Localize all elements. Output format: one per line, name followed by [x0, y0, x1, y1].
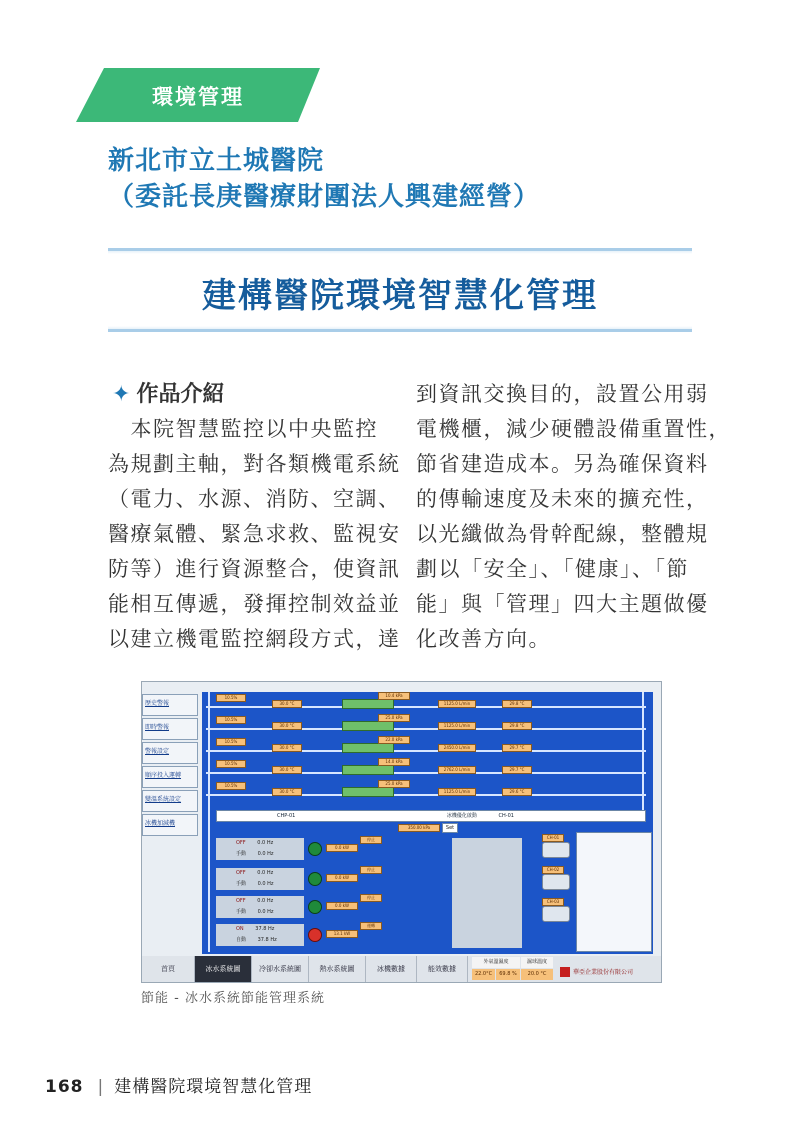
chiller-icon[interactable]	[542, 906, 570, 922]
wet-bulb-header: 濕球溫度	[521, 957, 553, 968]
temp-tag: 30.0 °C	[272, 788, 302, 796]
pump-mode: 手動	[236, 881, 247, 887]
set-button[interactable]: Set	[442, 823, 458, 833]
category-label: 環境管理	[152, 85, 244, 109]
kpa-tag: 25.0 kPa	[378, 714, 410, 722]
body-line: 能相互傳遞，發揮控制效益並	[108, 592, 401, 616]
chiller-icon[interactable]	[542, 842, 570, 858]
nav-efficiency-data[interactable]: 能效數據	[417, 956, 468, 982]
chiller-stats-panel	[576, 832, 652, 952]
pump-mode: 自動	[236, 937, 247, 943]
pump-state: OFF	[236, 898, 246, 904]
body-line: 為規劃主軸，對各類機電系統	[108, 452, 401, 476]
pump-icon[interactable]	[308, 900, 322, 914]
out-temp-tag: 29.7 °C	[502, 766, 532, 774]
out-temp-tag: 29.6 °C	[502, 788, 532, 796]
pump-icon[interactable]	[308, 842, 322, 856]
outdoor-temp-value: 22.0°C	[472, 969, 495, 980]
side-menu-item[interactable]: 冰機加減機	[142, 814, 198, 836]
temp-tag: 30.0 °C	[272, 766, 302, 774]
lmin-tag: 1125.0 L/min	[438, 700, 476, 708]
pump-state: OFF	[236, 840, 246, 846]
tower-label	[342, 699, 394, 709]
body-line: 醫療氣體、緊急求救、監視安	[108, 522, 401, 546]
pump-mode: 手動	[236, 909, 247, 915]
chiller-icon[interactable]	[542, 874, 570, 890]
lmin-tag: 2762.0 L/min	[438, 766, 476, 774]
pump-pv: 37.8 Hz	[255, 926, 275, 932]
company-logo-icon	[560, 967, 570, 977]
pump-run: 停止	[360, 894, 382, 902]
pump-run: 停止	[360, 836, 382, 844]
body-line: 節省建造成本。另為確保資料	[416, 452, 709, 476]
out-temp-tag: 29.8 °C	[502, 700, 532, 708]
page-number: 168	[45, 1077, 84, 1097]
nav-chiller-data[interactable]: 冰機數據	[366, 956, 417, 982]
pump-sv: 0.0 Hz	[257, 851, 274, 857]
body-line: 化改善方向。	[416, 627, 551, 651]
bottom-nav	[142, 956, 661, 982]
pump-kw: 0.0 kW	[326, 874, 358, 882]
temp-tag: 30.0 °C	[272, 722, 302, 730]
body-line: 劃以「安全」、「健康」、「節	[416, 557, 689, 581]
pump-pv: 0.0 Hz	[257, 870, 274, 876]
company-brand	[560, 961, 633, 982]
control-strip	[216, 810, 646, 822]
pipe	[642, 692, 644, 812]
ch-label: CH-01	[498, 813, 514, 819]
section-heading	[112, 377, 224, 408]
page-footer	[45, 1072, 312, 1097]
chiller-label: CH-03	[542, 898, 564, 906]
out-temp-tag: 29.8 °C	[502, 722, 532, 730]
tower-label	[342, 787, 394, 797]
category-tab	[76, 68, 320, 122]
pump-pv: 0.0 Hz	[257, 898, 274, 904]
tower-label	[342, 721, 394, 731]
nav-cooling-water[interactable]: 冷卻水系統圖	[252, 956, 309, 982]
body-line: 能」與「管理」四大主題做優	[416, 592, 709, 616]
body-line: 以建立機電監控網段方式，達	[108, 627, 401, 651]
pump-kw: 13.1 kW	[326, 930, 358, 938]
pump-sv: 0.0 Hz	[257, 881, 274, 887]
pump-kw: 0.0 kW	[326, 902, 358, 910]
chiller-label: CH-02	[542, 866, 564, 874]
title-band	[108, 248, 692, 332]
kpa-tag: 22.0 kPa	[378, 736, 410, 744]
side-menu-item[interactable]: 即時警報	[142, 718, 198, 740]
nav-hot-water[interactable]: 熱水系統圖	[309, 956, 366, 982]
pump-state: OFF	[236, 870, 246, 876]
flow-tag: 10.5%	[216, 782, 246, 790]
hospital-subtitle: （委託長庚醫療財團法人興建經營）	[108, 182, 541, 212]
body-line: （電力、水源、消防、空調、	[108, 487, 401, 511]
body-line: 本院智慧監控以中央監控	[108, 417, 378, 441]
section-title: 作品介紹	[136, 382, 225, 407]
tower-label	[342, 743, 394, 753]
body-line: 防等）進行資源整合，使資訊	[108, 557, 401, 581]
out-temp-tag: 29.7 °C	[502, 744, 532, 752]
title-rule-bottom	[108, 329, 692, 332]
pump-icon[interactable]	[308, 928, 322, 942]
setpoint-tag[interactable]: 350.00 kPa	[398, 824, 440, 832]
pump-run: 停止	[360, 866, 382, 874]
body-column-left	[108, 412, 401, 657]
pump-kw: 0.0 kW	[326, 844, 358, 852]
pump-sv: 37.8 Hz	[257, 937, 277, 943]
flow-tag: 10.5%	[216, 738, 246, 746]
chp-label: CHP-01	[277, 813, 296, 819]
nav-chilled-water[interactable]: 冰水系統圖	[195, 956, 252, 982]
controller-label: 冰機優化啟動	[446, 813, 477, 819]
nav-home[interactable]: 首頁	[142, 956, 195, 982]
body-line: 的傳輸速度及未來的擴充性，	[416, 487, 709, 511]
pump-state: ON	[236, 926, 244, 932]
pump-panel	[216, 924, 304, 946]
tower-label	[342, 765, 394, 775]
pump-icon[interactable]	[308, 872, 322, 886]
temp-tag: 30.0 °C	[272, 700, 302, 708]
pump-panel	[216, 868, 304, 890]
outdoor-humidity-value: 69.8 %	[496, 969, 520, 980]
figure-caption: 節能 - 冰水系統節能管理系統	[141, 991, 325, 1006]
page-title: 建構醫院環境智慧化管理	[202, 276, 598, 316]
system-screenshot	[141, 681, 662, 983]
footer-separator: |	[97, 1077, 105, 1097]
side-menu	[142, 694, 198, 838]
wet-bulb-value: 20.0 °C	[521, 969, 553, 980]
lmin-tag: 1125.0 L/min	[438, 722, 476, 730]
side-menu-item[interactable]: 歷史警報	[142, 694, 198, 716]
chiller-group	[452, 838, 522, 948]
pipe	[208, 692, 210, 952]
pump-sv: 0.0 Hz	[257, 909, 274, 915]
body-column-right	[416, 377, 731, 657]
temp-tag: 30.0 °C	[272, 744, 302, 752]
pump-panel	[216, 838, 304, 860]
side-menu-item[interactable]: 變溫系統設定	[142, 790, 198, 812]
kpa-tag: 25.0 kPa	[378, 780, 410, 788]
company-name: 華亞企業股份有限公司	[573, 969, 634, 976]
flow-tag: 10.5%	[216, 694, 246, 702]
flow-tag: 10.5%	[216, 760, 246, 768]
body-line: 到資訊交換目的，設置公用弱	[416, 382, 709, 406]
system-diagram	[202, 692, 653, 954]
kpa-tag: 14.0 kPa	[378, 758, 410, 766]
pump-mode: 手動	[236, 851, 247, 857]
chiller-label: CH-01	[542, 834, 564, 842]
pump-pv: 0.0 Hz	[257, 840, 274, 846]
lmin-tag: 1125.0 L/min	[438, 788, 476, 796]
sparkle-star-icon: ✦	[112, 382, 131, 407]
footer-title: 建構醫院環境智慧化管理	[114, 1077, 313, 1097]
side-menu-item[interactable]: 順序投入運轉	[142, 766, 198, 788]
body-line: 電機櫃，減少硬體設備重置性，	[416, 417, 731, 441]
kpa-tag: 10.4 kPa	[378, 692, 410, 700]
body-line: 以光纖做為骨幹配線，整體規	[416, 522, 709, 546]
title-rule-top	[108, 248, 692, 251]
lmin-tag: 2450.0 L/min	[438, 744, 476, 752]
side-menu-item[interactable]: 警報設定	[142, 742, 198, 764]
hospital-name: 新北市立土城醫院	[108, 146, 325, 176]
pump-run: 運轉	[360, 922, 382, 930]
pump-panel	[216, 896, 304, 918]
outdoor-humidity-header: 外氣溫濕度	[472, 957, 520, 968]
weather-status	[472, 956, 554, 982]
flow-tag: 10.5%	[216, 716, 246, 724]
